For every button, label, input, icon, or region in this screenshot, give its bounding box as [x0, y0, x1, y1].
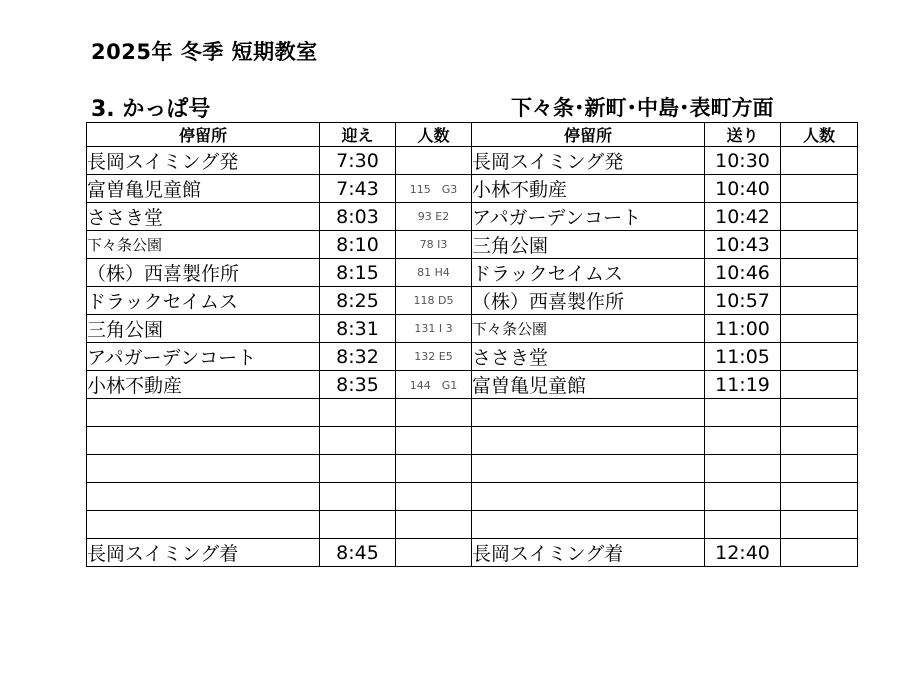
- empty-cell: [396, 427, 472, 455]
- pickup-stop: 長岡スイミング発: [87, 147, 320, 175]
- empty-cell: [781, 455, 858, 483]
- dropoff-time: 11:05: [705, 343, 781, 371]
- empty-cell: [781, 483, 858, 511]
- dropoff-stop: 下々条公園: [472, 315, 705, 343]
- dropoff-stop: ドラックセイムス: [472, 259, 705, 287]
- empty-cell: [396, 399, 472, 427]
- header-dropoff-time: 送り: [705, 123, 781, 147]
- table-row: [87, 259, 858, 287]
- dropoff-count: [781, 315, 858, 343]
- pickup-time: 8:10: [320, 231, 396, 259]
- header-dropoff-count: 人数: [781, 123, 858, 147]
- dropoff-stop: 長岡スイミング発: [472, 147, 705, 175]
- pickup-time: 8:25: [320, 287, 396, 315]
- header-stop-dropoff: 停留所: [472, 123, 705, 147]
- page-title: 2025年 冬季 短期教室: [91, 40, 318, 64]
- dropoff-count: [781, 371, 858, 399]
- dropoff-count: [781, 539, 858, 567]
- dropoff-time: 12:40: [705, 539, 781, 567]
- pickup-stop: 下々条公園: [87, 231, 320, 259]
- dropoff-count: [781, 231, 858, 259]
- empty-cell: [396, 455, 472, 483]
- empty-cell: [320, 455, 396, 483]
- pickup-count: [396, 539, 472, 567]
- pickup-time: 8:32: [320, 343, 396, 371]
- pickup-stop: ささき堂: [87, 203, 320, 231]
- empty-row: [87, 511, 858, 539]
- dropoff-time: 10:30: [705, 147, 781, 175]
- empty-cell: [87, 455, 320, 483]
- dropoff-time: 10:46: [705, 259, 781, 287]
- route-area: 下々条･新町･中島･表町方面: [511, 96, 774, 120]
- table-row: [87, 231, 858, 259]
- table-row: [87, 147, 858, 175]
- header-stop-pickup: 停留所: [87, 123, 320, 147]
- dropoff-time: 10:42: [705, 203, 781, 231]
- empty-cell: [472, 427, 705, 455]
- empty-cell: [472, 455, 705, 483]
- pickup-count: [396, 147, 472, 175]
- pickup-count: 132 E5: [396, 343, 472, 371]
- dropoff-time: 10:43: [705, 231, 781, 259]
- empty-row: [87, 455, 858, 483]
- dropoff-count: [781, 343, 858, 371]
- pickup-count: 131 I 3: [396, 315, 472, 343]
- empty-cell: [320, 399, 396, 427]
- pickup-count: 118 D5: [396, 287, 472, 315]
- empty-cell: [472, 483, 705, 511]
- header-pickup-count: 人数: [396, 123, 472, 147]
- pickup-stop: ドラックセイムス: [87, 287, 320, 315]
- pickup-count: 93 E2: [396, 203, 472, 231]
- dropoff-count: [781, 203, 858, 231]
- dropoff-time: 10:40: [705, 175, 781, 203]
- table-row: [87, 343, 858, 371]
- table-row: [87, 315, 858, 343]
- empty-cell: [320, 511, 396, 539]
- dropoff-count: [781, 287, 858, 315]
- pickup-time: 8:35: [320, 371, 396, 399]
- dropoff-stop: （株）西喜製作所: [472, 287, 705, 315]
- dropoff-time: 10:57: [705, 287, 781, 315]
- pickup-time: 8:31: [320, 315, 396, 343]
- table-row: [87, 203, 858, 231]
- table-row: [87, 287, 858, 315]
- pickup-count: 81 H4: [396, 259, 472, 287]
- dropoff-count: [781, 259, 858, 287]
- empty-row: [87, 399, 858, 427]
- schedule-table: [86, 122, 858, 567]
- pickup-time: 7:43: [320, 175, 396, 203]
- empty-cell: [705, 399, 781, 427]
- empty-cell: [781, 399, 858, 427]
- dropoff-stop: 富曽亀児童館: [472, 371, 705, 399]
- empty-cell: [320, 483, 396, 511]
- empty-cell: [396, 511, 472, 539]
- dropoff-time: 11:19: [705, 371, 781, 399]
- empty-cell: [705, 483, 781, 511]
- table-row: [87, 371, 858, 399]
- pickup-stop: 富曽亀児童館: [87, 175, 320, 203]
- pickup-time: 7:30: [320, 147, 396, 175]
- table-row-final: [87, 539, 858, 567]
- header-pickup-time: 迎え: [320, 123, 396, 147]
- pickup-time: 8:03: [320, 203, 396, 231]
- header-row: [87, 123, 858, 147]
- pickup-stop: 長岡スイミング着: [87, 539, 320, 567]
- empty-cell: [320, 427, 396, 455]
- empty-cell: [87, 427, 320, 455]
- dropoff-count: [781, 175, 858, 203]
- dropoff-time: 11:00: [705, 315, 781, 343]
- pickup-stop: アパガーデンコート: [87, 343, 320, 371]
- empty-cell: [472, 511, 705, 539]
- empty-cell: [472, 399, 705, 427]
- empty-cell: [781, 511, 858, 539]
- empty-cell: [396, 483, 472, 511]
- pickup-count: 115 G3: [396, 175, 472, 203]
- table-row: [87, 175, 858, 203]
- empty-cell: [87, 483, 320, 511]
- pickup-time: 8:15: [320, 259, 396, 287]
- pickup-count: 144 G1: [396, 371, 472, 399]
- empty-cell: [705, 455, 781, 483]
- empty-cell: [87, 511, 320, 539]
- empty-row: [87, 483, 858, 511]
- pickup-stop: 三角公園: [87, 315, 320, 343]
- dropoff-stop: アパガーデンコート: [472, 203, 705, 231]
- empty-row: [87, 427, 858, 455]
- empty-cell: [705, 427, 781, 455]
- dropoff-count: [781, 147, 858, 175]
- dropoff-stop: 小林不動産: [472, 175, 705, 203]
- route-name: 3. かっぱ号: [91, 97, 211, 122]
- pickup-stop: （株）西喜製作所: [87, 259, 320, 287]
- pickup-stop: 小林不動産: [87, 371, 320, 399]
- dropoff-stop: ささき堂: [472, 343, 705, 371]
- dropoff-stop: 長岡スイミング着: [472, 539, 705, 567]
- dropoff-stop: 三角公園: [472, 231, 705, 259]
- pickup-time: 8:45: [320, 539, 396, 567]
- empty-cell: [87, 399, 320, 427]
- empty-cell: [781, 427, 858, 455]
- pickup-count: 78 I3: [396, 231, 472, 259]
- empty-cell: [705, 511, 781, 539]
